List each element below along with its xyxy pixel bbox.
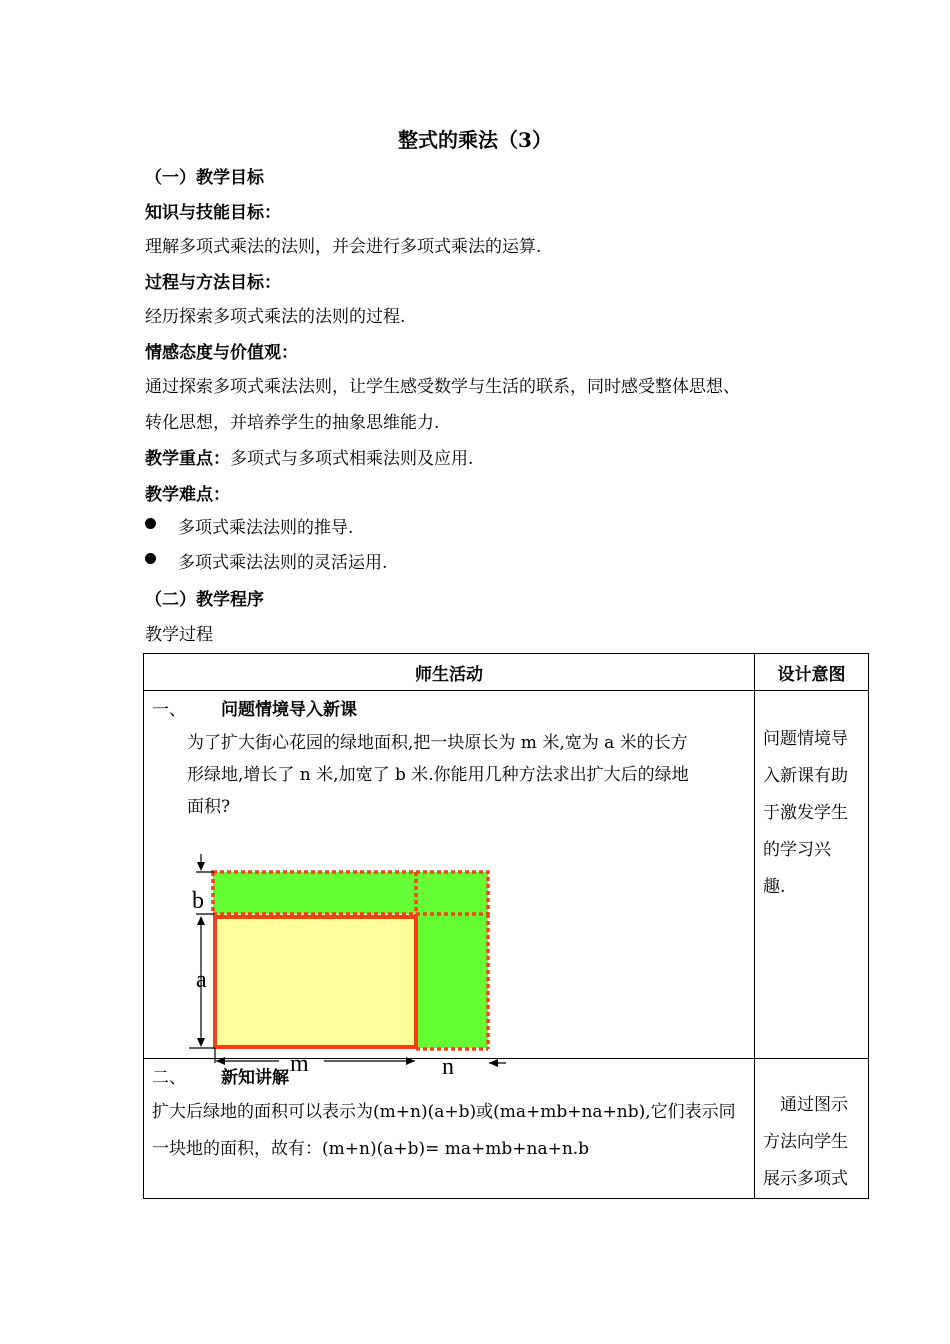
row2-intent xyxy=(755,1059,869,1199)
row2-activity xyxy=(144,1059,755,1199)
intent-line: 方法向学生 xyxy=(763,1132,848,1152)
top-strip xyxy=(213,872,488,914)
document-title: 整式的乘法（3） xyxy=(398,128,552,152)
row2-para-1: 扩大后绿地的面积可以表示为(m+n)(a+b)或(ma+mb+na+nb),它们表示同 xyxy=(152,1102,736,1122)
process-heading: 教学过程 xyxy=(145,625,213,645)
row1-para-1: 为了扩大街心花园的绿地面积,把一块原长为 m 米,宽为 a 米的长方 xyxy=(187,733,688,753)
emotion-text-2: 转化思想，并培养学生的抽象思维能力. xyxy=(145,413,440,433)
emotion-label: 情感态度与价值观： xyxy=(145,343,298,363)
row1-number: 一、 xyxy=(152,700,186,720)
key-text: 多项式与多项式相乘法则及应用. xyxy=(230,449,474,469)
row1-para-3: 面积? xyxy=(187,797,231,817)
row1-para-2: 形绿地,增长了 n 米,加宽了 b 米.你能用几种方法求出扩大后的绿地 xyxy=(187,765,689,785)
header-intent: 设计意图 xyxy=(755,654,869,691)
bullet-icon xyxy=(145,553,156,564)
process-label: 过程与方法目标： xyxy=(145,273,281,293)
difficulty-item: 多项式乘法法则的推导. xyxy=(178,518,354,538)
difficulty-item: 多项式乘法法则的灵活运用. xyxy=(178,553,388,573)
section-objectives: （一）教学目标 xyxy=(145,168,264,188)
row2-number: 二、 xyxy=(152,1068,186,1088)
label-a: a xyxy=(196,967,207,993)
difficulty-label: 教学难点： xyxy=(145,485,230,505)
b-arrowhead xyxy=(197,862,205,871)
knowledge-label: 知识与技能目标： xyxy=(145,203,281,223)
knowledge-text: 理解多项式乘法的法则，并会进行多项式乘法的运算. xyxy=(145,237,542,257)
section-procedure: （二）教学程序 xyxy=(145,590,264,610)
intent-line: 入新课有助 xyxy=(763,766,848,786)
label-m: m xyxy=(290,1051,309,1077)
bullet-icon xyxy=(145,518,156,529)
a-arrowhead-top xyxy=(197,916,205,925)
emotion-text-1: 通过探索多项式乘法法则，让学生感受数学与生活的联系，同时感受整体思想、 xyxy=(145,377,740,397)
row1-heading: 问题情境导入新课 xyxy=(221,700,357,720)
original-rect xyxy=(215,917,416,1047)
row2-para-2: 一块地的面积，故有：(m+n)(a+b)= ma+mb+na+n.b xyxy=(152,1139,590,1159)
intent-line: 通过图示 xyxy=(780,1095,848,1115)
intent-line: 的学习兴 xyxy=(763,840,831,860)
row2-heading: 新知讲解 xyxy=(221,1068,289,1088)
intent-line: 于激发学生 xyxy=(763,803,848,823)
row1-intent xyxy=(755,691,869,1059)
label-n: n xyxy=(442,1054,454,1080)
key-label: 教学重点： xyxy=(145,449,230,469)
intent-line: 趣. xyxy=(763,877,786,897)
header-activities: 师生活动 xyxy=(144,654,755,691)
label-b: b xyxy=(192,888,204,914)
key-point xyxy=(145,444,473,469)
a-arrowhead-bottom xyxy=(197,1038,205,1047)
right-strip xyxy=(416,914,488,1048)
lesson-table xyxy=(143,653,869,1199)
process-text: 经历探索多项式乘法的法则的过程. xyxy=(145,307,406,327)
intent-line: 问题情境导 xyxy=(763,729,848,749)
intent-line: 展示多项式 xyxy=(763,1169,848,1189)
